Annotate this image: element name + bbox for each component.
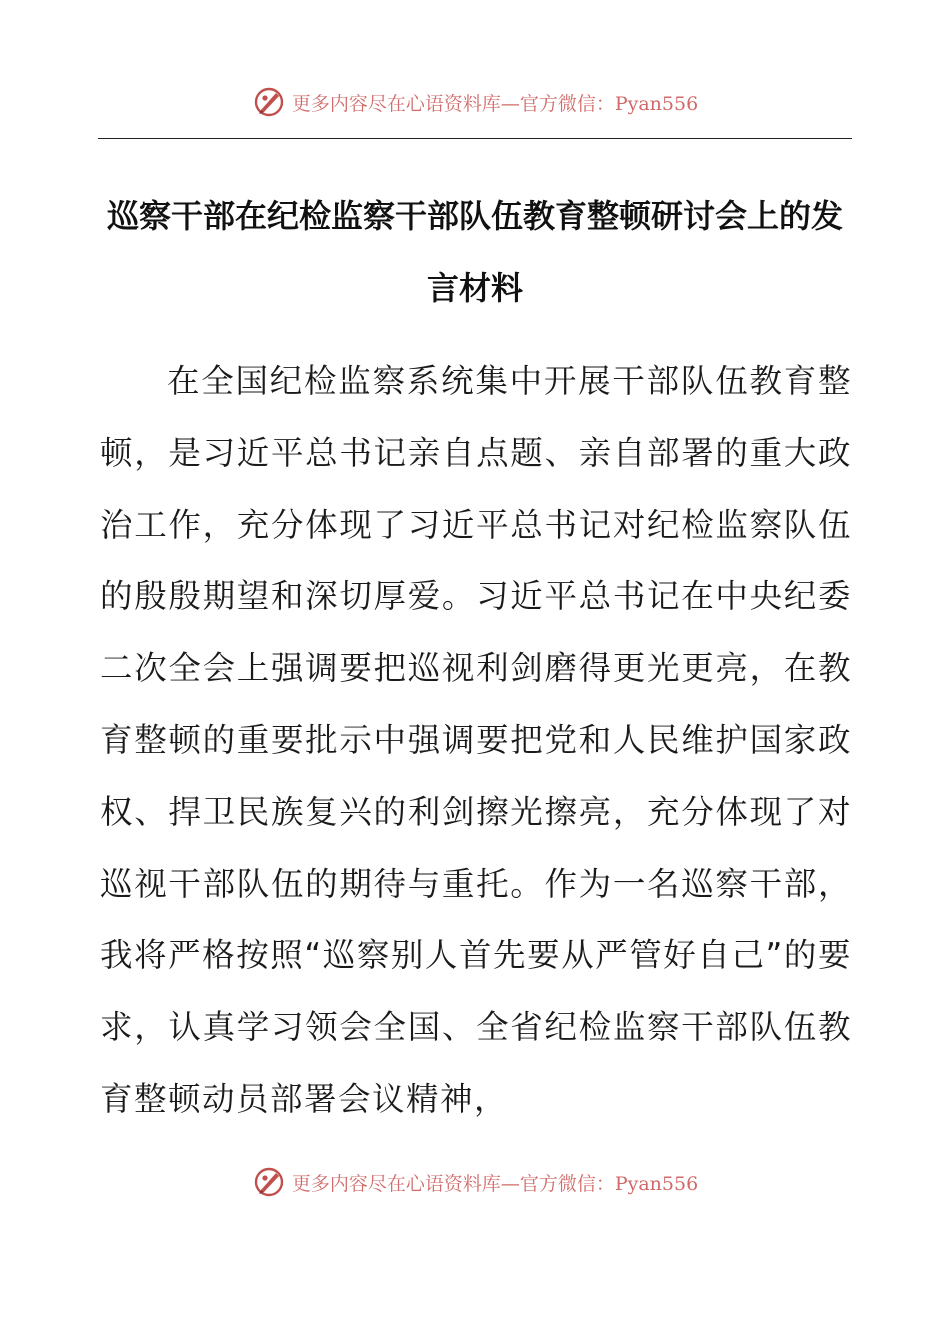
banner-text: 更多内容尽在心语资料库—官方微信：Pyan556 — [291, 1172, 699, 1195]
banner-text: 更多内容尽在心语资料库—官方微信：Pyan556 — [291, 92, 699, 115]
header-banner — [0, 82, 950, 122]
body-paragraph: 在全国纪检监察系统集中开展干部队伍教育整顿，是习近平总书记亲自点题、亲自部署的重大政治工作，充分体现了习近平总书记对纪检监察队伍的殷殷期望和深切厚爱。习近平总书记在中央纪委二次全会上强调要把巡视利剑磨得更光更亮，在教育整顿的重要批示中强调要把党和人民维护国家政权、捍卫民族复兴的利剑擦光擦亮，充分体现了对巡视干部队伍的期待与重托。作为一名巡察干部，我将严格按照“巡察别人首先要从严管好自己”的要求，认真学习领会全国、全省纪检监察干部队伍教育整顿动员部署会议精神， — [100, 362, 852, 1118]
quill-pen-logo-icon — [252, 1165, 286, 1199]
header-divider — [98, 138, 852, 139]
document-title: 巡察干部在纪检监察干部队伍教育整顿研讨会上的发言材料 — [106, 197, 843, 307]
quill-pen-logo-icon — [252, 85, 286, 119]
footer-banner — [0, 1162, 950, 1202]
